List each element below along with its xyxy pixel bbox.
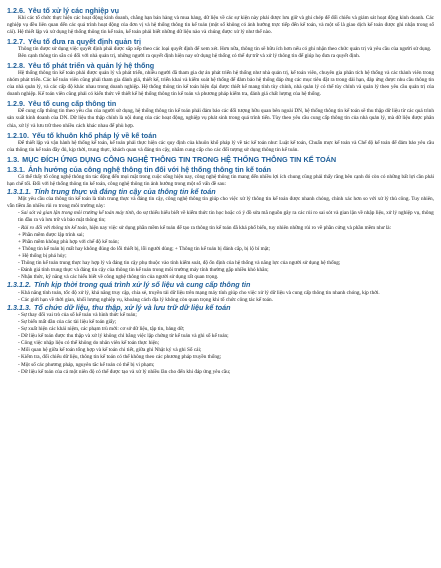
section-title: Tính trung thực và đáng tin cậy của thông tin kế toán — [33, 186, 216, 196]
paragraph-text: - Mối quan hệ giữa kế toán tổng hợp và kế toán chi tiết, giữa ghi Nhật ký và ghi Sổ cái; — [18, 347, 202, 354]
paragraph — [7, 140, 434, 154]
bullet-item — [7, 362, 434, 369]
section-number: 1.3.1. — [7, 164, 25, 174]
paragraph-text: - Sự biến mất dần của các tài liệu kế toán giấy; — [18, 319, 117, 326]
paragraph — [7, 53, 434, 60]
paragraph-text: do sự thiếu hiểu biết về kiểm thức tin học hoặc có ý đồ sửa mã nguồn gây ra các rủi ro sai sót và gian lận về nhập liệu, xử lý nghiệp vụ, thông tin đầu ra và lưu trữ và bảo mật thông tin; — [18, 210, 434, 224]
bullet-item — [7, 225, 434, 232]
section-heading-1-2-10 — [7, 131, 434, 140]
paragraph-text: - Sự thay đổi vai trò của sổ kế toán và hình thức kế toán; — [18, 312, 137, 319]
bullet-item — [7, 253, 434, 260]
bullet-item — [7, 267, 434, 274]
section-number: 1.2.10. — [7, 130, 29, 140]
paragraph-text: + Thông tin kế toán bị mất hay không đúng do lỗi thiết bị, lỗi người dùng; + Thông tin kế toán bị đánh cắp, bị lộ bí mật; — [18, 245, 270, 252]
paragraph — [7, 174, 434, 188]
section-number: 1.3. — [7, 154, 20, 164]
paragraph-text: - Dữ liệu kế toán của cả một niên độ có thể được tạo và xử lý nhiều lần cho đến khi đáp ứng yêu cầu; — [18, 368, 231, 375]
paragraph-text: Hệ thống thông tin kế toán phải được quản lý và phát triển, nhiều người đã tham gia dự án phát triển hệ thống như nhà quản trị, kế toán viên, chuyên gia phân tích hệ thống và các thành viên trong nhóm phát triển. Các kế toán viên cũng phải tham gia đánh giá, thiết kế, triển khai và kiểm soát hệ thống để đảm bảo hệ thống đáp ứng các mục tiêu đặt ra trong dài hạn, đáp ứng được nhu cầu thông tin của nhà quản lý, và các cấp độ khác nhau trong doanh nghiệp. Hệ thống thông tin kế toán hiện đại được thiết kế mang tính tùy chỉnh, nhà quản lý có thể tùy chỉnh và quản lý theo yêu cầu quản trị của doanh nghiệp. Kế toán viên cũng phải có kiến thức về thiết kế hệ thống thông tin kế toán và phương pháp kiểm tra, đánh giá chất lượng của hệ thống. — [7, 70, 434, 98]
paragraph-text: - Nhận thức, kỹ năng và các hiểu biết về công nghệ thông tin của người sử dụng rất quan trọng. — [18, 273, 219, 280]
section-title: Ảnh hưởng của công nghệ thông tin đối với hệ thống thông tin kế toán — [27, 164, 271, 174]
paragraph-text: - Sự xuất hiện các khái niệm, các phạm trù mới: cơ sở dữ liệu, tập tin, bảng dữ; — [18, 326, 185, 333]
paragraph-text: Thông tin được sử dụng việc quyết định phải được sắp xếp theo các loại quyết định để xem xét. Hơn nữa, thông tin sẽ hữu ích hơn nếu có ghi nhận theo chức quản trị và yêu cầu của người sử dụng. — [18, 46, 432, 53]
section-title: Yếu tố khuôn khổ pháp lý về kế toán — [31, 130, 157, 140]
bullet-lead: - Sai sót và gian lận trong môi trường kế toán máy tính, — [18, 210, 136, 217]
paragraph-text: - Các giới hạn về thời gian, khối lượng nghiệp vụ, khoảng cách địa lý không còn quan trọng khi tổ chức công tác kế toán. — [18, 296, 273, 303]
paragraph-text: Để cung cấp thông tin theo yêu cầu của người sử dụng, hệ thống thông tin kế toán phải đảm bảo các đối tượng hữu quan bên ngoài DN, hệ thống thông tin kế toán sẽ thu thập dữ liệu từ các quá trình sản xuất kinh doanh của DN. Dữ liệu thu thập chính là nội dung của các hoạt động, nghiệp vụ phát sinh trong quá trình tiến. Tùy theo yêu cầu cung cấp thông tin của nhà quản lý, mà dữ liệu được phân chia, xử lý và lưu trữ theo nhiều cách khác nhau để phù hợp. — [7, 108, 434, 129]
paragraph-text: hiện nay việc sử dụng phần mềm kế toán để tạo ra thông tin kế toán đã khá phổ biến, tuy nhiên những rủi ro về phần cứng và phần mềm như là: — [88, 224, 392, 231]
paragraph — [7, 108, 434, 129]
section-number: 1.2.9. — [7, 99, 25, 109]
paragraph-text: - Đánh giá tính trung thực và đáng tin cậy của thông tin kế toán trong môi trường máy tính thường gặp nhiều khó khăn; — [18, 266, 269, 273]
paragraph-text: Bên cạnh thông tin sẵn có đối với nhà quản trị, những người ra quyết định hiện nay sử dụng hệ thống có thể dự trữ và xử lý thông tin để giúp họ đưa ra quyết định. — [18, 53, 361, 60]
bullet-item — [7, 210, 434, 224]
section-number: 1.3.1.2. — [7, 279, 31, 289]
section-number: 1.3.1.1. — [7, 186, 31, 196]
paragraph-text: Khi các tổ chức thực hiện các hoạt động kinh doanh, chẳng hạn bán hàng và mua hàng, dữ liệu về các sự kiện này phải được lưu giữ và ghi chép để đối chiếu và giám sát hoạt động kinh doanh. Các nghiệp vụ đều liên quan đến các quá trình hoạt động của đơn vị và hệ thống thông tin kế toán (một số không có ảnh hưởng trực tiếp đến kế toán, và một số là giao dịch kế toán được ghi nhận trong sổ cái). Hệ thiết lập và xử dụng hệ thống thông tin kế toán, kế toán phải biết những dữ liệu nào và chúng được xử lý như thế nào. — [7, 15, 434, 36]
section-number: 1.3.1.3. — [7, 302, 31, 312]
section-number: 1.2.6. — [7, 6, 25, 15]
bullet-item — [7, 232, 434, 239]
section-heading-1-2-8 — [7, 61, 434, 70]
paragraph-text: - Công việc nhập liệu có thể không do nhân viên kế toán thực hiện; — [18, 340, 160, 347]
bullet-item — [7, 239, 434, 246]
paragraph-text: - Kiểm tra, đối chiếu dữ liệu, thông tin kế toán có thể không theo các phương pháp truyền thống; — [18, 354, 222, 361]
section-title: Yêu tố đưa ra quyết định quản trị — [27, 37, 142, 47]
paragraph — [7, 15, 434, 36]
paragraph-text: - Một số các phương pháp, nguyên tắc kế toán có thể bị vi phạm; — [18, 361, 155, 368]
bullet-item — [7, 369, 434, 376]
bullet-item — [7, 246, 434, 253]
section-title: Tính kịp thời trong quá trình xử lý số liệu và cung cấp thông tin — [33, 279, 251, 289]
section-heading-1-3 — [7, 155, 434, 164]
section-title: Yêu tố xử lý các nghiệp vụ — [27, 6, 120, 15]
bullet-item — [7, 260, 434, 267]
paragraph — [7, 290, 434, 297]
paragraph-text: - Dữ liệu kế toán được thu thập và xử lý không chỉ bằng việc lập chứng từ kế toán và ghi sổ kế toán; — [18, 333, 229, 340]
section-number: 1.2.7. — [7, 37, 25, 47]
paragraph-text: + Phần mềm được lập trình sai; — [18, 231, 85, 238]
section-heading-1-3-1-2 — [7, 281, 434, 290]
paragraph — [7, 70, 434, 98]
section-title: Yêu tố cung cấp thông tin — [27, 99, 117, 109]
section-number: 1.2.8. — [7, 61, 25, 71]
bullet-lead: - Rủi ro đối với thông tin kế toán, — [18, 224, 89, 231]
section-heading-1-2-7 — [7, 37, 434, 46]
paragraph-text: - Thông tin kế toán trung thực hay hợp lý và đáng tin cậy phụ thuộc vào tính kiểm soát, độ ổn định của hệ thống và năng lực của người sử dụng hệ thống; — [18, 259, 341, 266]
bullet-item — [7, 354, 434, 361]
paragraph — [7, 196, 434, 210]
paragraph-text: - Khả năng tính toán, tốc độ xử lý, khả năng truy cập, chia sẻ, truyền tải dữ liệu trên mạng máy tính giúp cho việc xử lý dữ liệu và cung cấp thông tin nhanh chóng, kịp thời. — [18, 289, 380, 296]
section-title: Tổ chức dữ liệu, thu thập, xử lý và lưu trữ dữ liệu kế toán — [33, 302, 231, 312]
paragraph-text: + Phần mềm không phù hợp với chế độ kế toán; — [18, 238, 119, 245]
paragraph-text: Có thể thấy tổ công nghệ thông tin tác động đến mọi mặt trong cuộc sống hiện nay, công nghệ thông tin mang đến nhiều lợi ích chung cũng phải thấy rằng bên cạnh đó còn có những bất lợi cần phải hạn chế tối. Đối với hệ thống thông tin kế toán, công nghệ thông tin ảnh hưởng trong một số vấn đề sau: — [7, 173, 434, 187]
paragraph-text: Một yêu cầu của thông tin kế toán là tính trung thực và đáng tin cậy, công nghệ thông tin giúp cho việc xử lý thông tin kế toán được nhanh chóng, chính xác hơn so với xử lý thủ công. Tuy nhiên, vẫn tiềm ẩn nhiều rủi ro trong môi trường này: — [7, 196, 434, 210]
section-heading-1-3-1-3 — [7, 304, 434, 313]
paragraph-text: + Hệ thống bị phá hủy; — [18, 252, 67, 259]
section-heading-1-3-1 — [7, 165, 434, 174]
section-title: Yêu tố phát triển và quản lý hệ thống — [27, 61, 155, 71]
paragraph-text: Để thiết lập và vận hành hệ thống kế toán, kế toán phải thực hiện các quy định của khuôn khổ pháp lý về tác kế toán như: Luật kế toán, Chuẩn mực kế toán và Chế độ kế toán để đảm bảo yêu cầu của thông tin kế toán đầy đủ, kịp thời, trung thực, khách quan và đáng tin cậy, nhằm cung cấp cho các đối tượng sử dụng thông tin kế toán. — [7, 139, 434, 153]
section-heading-1-2-6 — [7, 6, 434, 15]
section-title: MỤC ĐÍCH ỨNG DỤNG CÔNG NGHỆ THÔNG TIN TRONG HỆ THỐNG THÔNG TIN KẾ TOÁN — [22, 154, 337, 164]
